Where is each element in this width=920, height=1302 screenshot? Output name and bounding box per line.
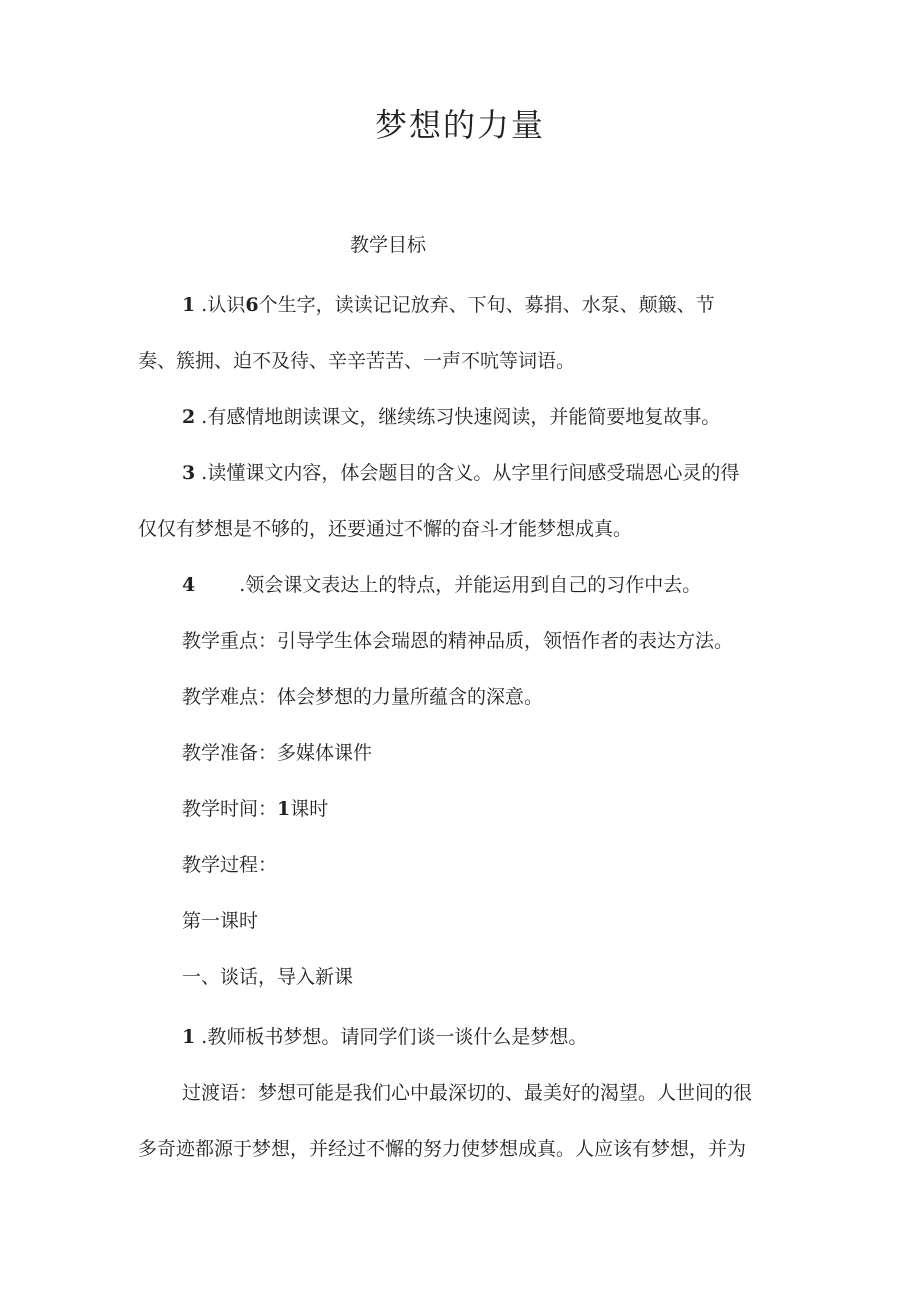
goal-item-1-line-2: 奏、簇拥、迫不及待、辛辛苦苦、一声不吭等词语。 [138, 350, 576, 372]
goal-item-4: 4 .领会课文表达上的特点，并能运用到自己的习作中去。 [182, 574, 702, 596]
teaching-time: 教学时间：1课时 [182, 798, 329, 820]
goal-number: 1 [182, 294, 196, 316]
transition-line-2: 多奇迹都源于梦想，并经过不懈的努力使梦想成真。人应该有梦想，并为 [138, 1138, 747, 1160]
section-1-heading: 一、谈话，导入新课 [182, 966, 354, 988]
document-title: 梦想的力量 [374, 106, 545, 144]
step-number: 1 [182, 1026, 196, 1048]
goal-item-3-line-1: 3 .读懂课文内容，体会题目的含义。从字里行间感受瑞恩心灵的得 [182, 462, 740, 484]
teaching-difficulty: 教学难点：体会梦想的力量所蕴含的深意。 [182, 686, 544, 708]
teaching-key-point: 教学重点：引导学生体会瑞恩的精神品质，领悟作者的表达方法。 [182, 630, 734, 652]
teaching-preparation: 教学准备：多媒体课件 [182, 742, 373, 764]
goal-item-2: 2 .有感情地朗读课文，继续练习快速阅读，并能简要地复故事。 [182, 406, 721, 428]
step-1: 1 .教师板书梦想。请同学们谈一谈什么是梦想。 [182, 1026, 588, 1048]
transition-line-1: 过渡语：梦想可能是我们心中最深切的、最美好的渴望。人世间的很 [182, 1082, 753, 1104]
goal-number: 4 [182, 574, 196, 596]
lesson-1-heading: 第一课时 [182, 910, 259, 932]
goals-heading: 教学目标 [350, 234, 427, 256]
goal-item-3-line-2: 仅仅有梦想是不够的，还要通过不懈的奋斗才能梦想成真。 [138, 518, 633, 540]
teaching-process: 教学过程： [182, 854, 278, 876]
goal-item-1-line-1: 1 .认识6个生字，读读记记放弃、下旬、募捐、水泵、颠簸、节 [182, 294, 715, 316]
goal-number: 3 [182, 462, 196, 484]
goal-number: 2 [182, 406, 196, 428]
